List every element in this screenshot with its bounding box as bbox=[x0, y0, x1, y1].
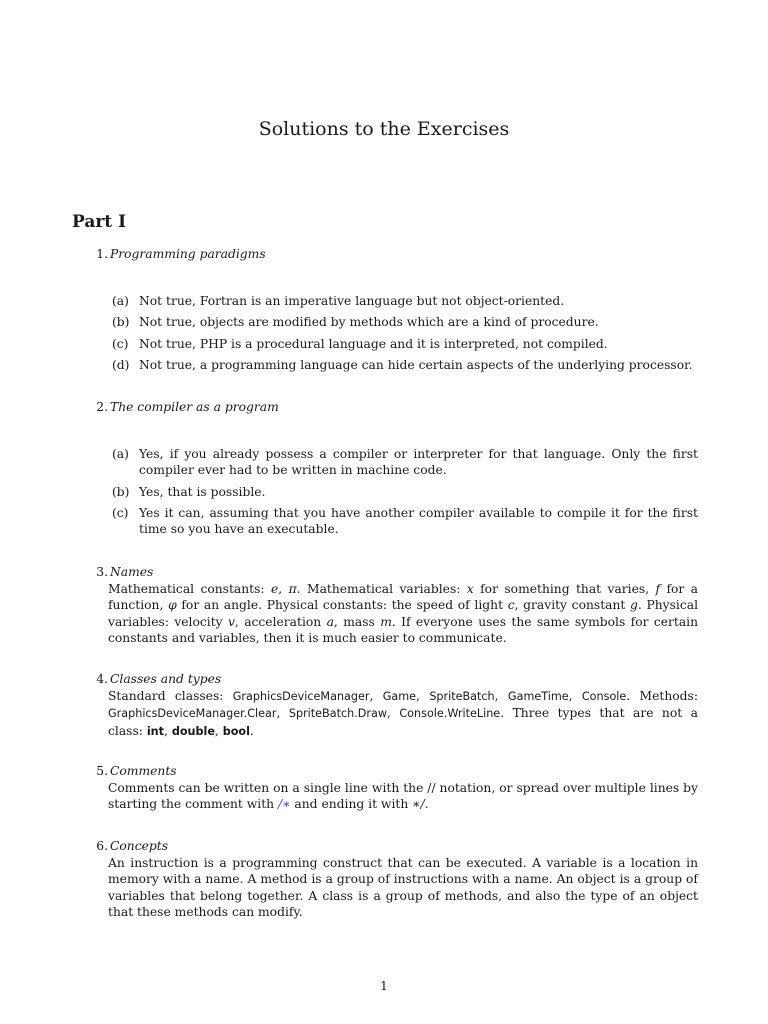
separator: , bbox=[387, 706, 400, 721]
item-text: Yes it can, assuming that you have another compiler available to compile it for the first time so you have an executable. bbox=[139, 505, 698, 537]
math-symbol: π bbox=[288, 582, 297, 596]
math-symbol: x bbox=[466, 582, 474, 596]
list-item bbox=[90, 336, 698, 352]
item-label: (c) bbox=[112, 336, 129, 351]
class-name: Game bbox=[382, 690, 417, 703]
method-name: GraphicsDeviceManager.Clear bbox=[108, 707, 277, 721]
exercise-body: An instruction is a programming construct that can be executed. A variable is a location in memory with a name. A method is a group of instructions with a name. An object is a group of variables that belong together. A class is a group of methods, and also the type of an object that these methods can modify. bbox=[108, 856, 698, 920]
exercise-number: 2. bbox=[96, 400, 108, 414]
body-text: for a function, bbox=[108, 582, 699, 613]
body-text: . Physical variables: velocity bbox=[108, 598, 699, 629]
list-item bbox=[90, 484, 698, 500]
exercise-heading bbox=[90, 399, 698, 416]
exercise-title: Classes and types bbox=[110, 672, 222, 686]
item-label: (a) bbox=[112, 447, 129, 461]
separator: , bbox=[416, 689, 430, 703]
page-number: 1 bbox=[380, 979, 388, 993]
exercise-number: 5. bbox=[96, 764, 108, 778]
list-item bbox=[90, 357, 698, 373]
exercise-heading bbox=[90, 246, 698, 263]
body-text: , acceleration bbox=[234, 614, 327, 629]
math-symbol: a bbox=[326, 614, 334, 629]
body-text: . Three types that are not a class: bbox=[108, 706, 698, 738]
list-item bbox=[90, 293, 698, 309]
body-text: Standard classes: bbox=[108, 689, 233, 703]
exercise-heading bbox=[90, 564, 698, 581]
separator: , bbox=[163, 723, 172, 738]
comment-close-token: ∗/ bbox=[412, 797, 425, 812]
body-text: . bbox=[424, 797, 429, 812]
separator: , bbox=[568, 689, 582, 703]
item-label: (d) bbox=[112, 357, 130, 372]
class-name: GraphicsDeviceManager bbox=[232, 690, 370, 703]
exercise-4 bbox=[90, 671, 698, 740]
body-text: . If everyone uses the same symbols for certain constants and variables, then it is much easier to communicate. bbox=[108, 614, 699, 646]
exercise-5 bbox=[90, 763, 698, 813]
item-text: Not true, a programming language can hide certain aspects of the underlying processor. bbox=[139, 357, 693, 372]
type-keyword: double bbox=[171, 724, 215, 738]
exercise-heading bbox=[90, 671, 698, 688]
math-symbol: c bbox=[507, 598, 515, 613]
exercise-2 bbox=[90, 399, 698, 537]
item-text: Not true, PHP is a procedural language and it is interpreted, not compiled. bbox=[139, 336, 608, 351]
exercise-title: Comments bbox=[110, 764, 177, 778]
body-text: and ending it with bbox=[290, 797, 413, 812]
class-name: GameTime bbox=[507, 690, 569, 703]
exercise-title: The compiler as a program bbox=[110, 400, 279, 414]
exercise-number: 3. bbox=[96, 565, 108, 579]
item-text: Yes, that is possible. bbox=[139, 484, 266, 499]
body-text: . bbox=[249, 723, 254, 738]
exercise-body bbox=[108, 688, 698, 740]
exercise-title: Programming paradigms bbox=[110, 247, 266, 261]
class-name: SpriteBatch bbox=[429, 690, 495, 703]
item-label: (b) bbox=[112, 315, 130, 330]
answer-list bbox=[90, 293, 698, 373]
body-text: , gravity constant bbox=[514, 598, 631, 613]
exercise-heading bbox=[90, 838, 698, 855]
body-text: for an angle. Physical constants: the speed of light bbox=[176, 598, 508, 613]
math-symbol: φ bbox=[168, 598, 177, 613]
exercise-number: 1. bbox=[96, 247, 108, 261]
exercise-title: Names bbox=[110, 565, 154, 579]
method-name: Console.WriteLine bbox=[399, 707, 501, 721]
item-text: Not true, Fortran is an imperative language but not object-oriented. bbox=[139, 294, 565, 308]
separator: , bbox=[369, 689, 383, 703]
exercise-6 bbox=[90, 838, 698, 921]
body-text: for something that varies, bbox=[473, 582, 656, 596]
type-keyword: bool bbox=[222, 724, 250, 738]
exercise-3 bbox=[90, 564, 698, 647]
separator: , bbox=[494, 689, 508, 703]
exercise-1 bbox=[90, 246, 698, 373]
body-text: . Methods: bbox=[626, 689, 699, 703]
item-label: (c) bbox=[112, 505, 129, 520]
math-symbol: m bbox=[380, 614, 392, 629]
item-text: Not true, objects are modified by methods which are a kind of procedure. bbox=[139, 315, 599, 330]
answer-list bbox=[90, 446, 698, 537]
math-symbol: g bbox=[630, 598, 638, 613]
part-heading: Part I bbox=[72, 212, 127, 232]
comment-open-token: /∗ bbox=[277, 797, 291, 812]
exercise-title: Concepts bbox=[110, 839, 169, 853]
exercise-heading bbox=[90, 763, 698, 780]
math-symbol: e bbox=[270, 582, 279, 596]
body-text: Mathematical constants: bbox=[108, 582, 271, 596]
list-item bbox=[90, 446, 698, 479]
page-title: Solutions to the Exercises bbox=[258, 118, 510, 140]
exercise-body bbox=[108, 581, 698, 647]
body-text: , mass bbox=[333, 614, 381, 629]
exercise-number: 4. bbox=[96, 672, 108, 686]
list-item bbox=[90, 314, 698, 330]
item-text: Yes, if you already possess a compiler or interpreter for that language. Only the first compiler ever had to be written in machine code. bbox=[139, 447, 698, 478]
exercise-body bbox=[108, 780, 698, 813]
body-text: , bbox=[278, 582, 289, 596]
type-keyword: int bbox=[146, 724, 164, 738]
math-symbol: f bbox=[655, 582, 661, 596]
item-label: (b) bbox=[112, 484, 130, 499]
list-item bbox=[90, 505, 698, 538]
class-name: Console bbox=[581, 690, 627, 703]
method-name: SpriteBatch.Draw bbox=[288, 707, 387, 721]
separator: , bbox=[276, 706, 289, 721]
exercise-number: 6. bbox=[96, 839, 108, 853]
body-text: . Mathematical variables: bbox=[296, 582, 467, 596]
math-symbol: v bbox=[227, 614, 235, 629]
body-text: Comments can be written on a single line with the // notation, or spread over multiple lines by starting the comment with bbox=[108, 781, 698, 812]
item-label: (a) bbox=[112, 294, 129, 308]
separator: , bbox=[214, 723, 223, 738]
